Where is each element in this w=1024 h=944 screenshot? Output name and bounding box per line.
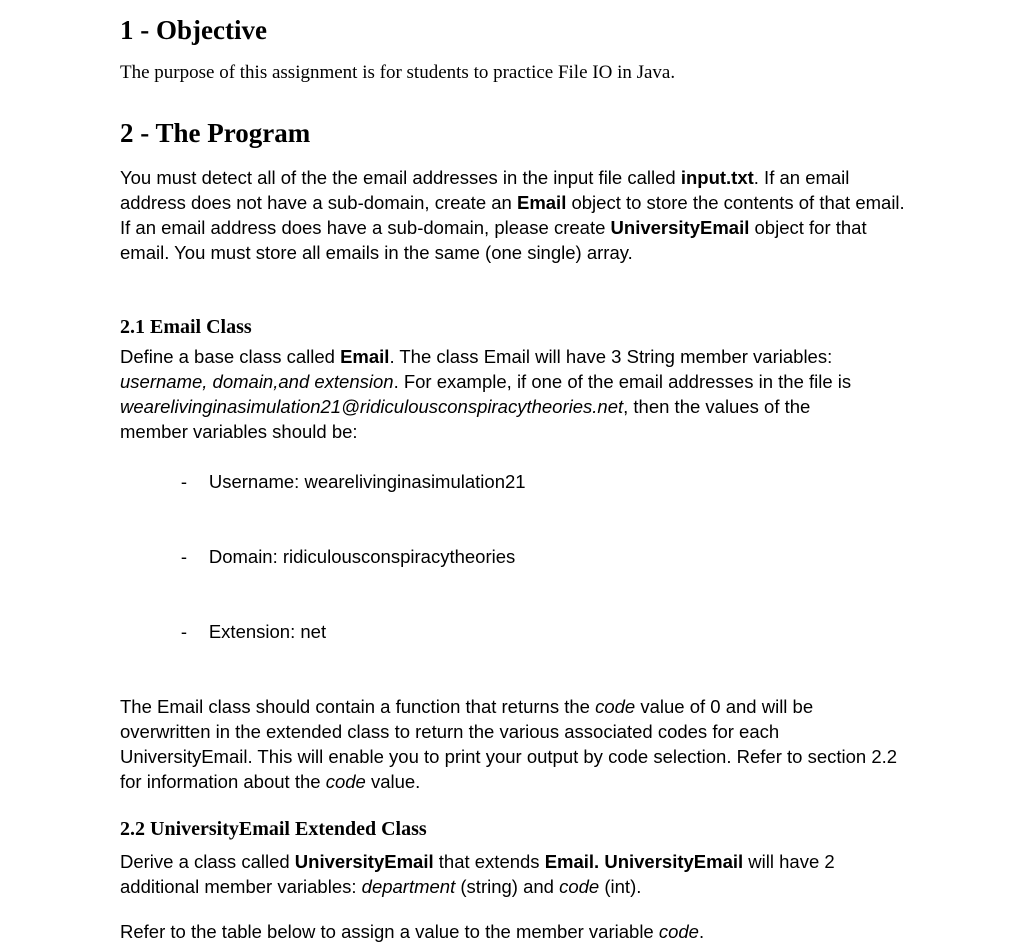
- text-segment: . For example, if one of the email addresses in the file is: [393, 371, 852, 392]
- text-segment: value of 0 and will be: [635, 696, 814, 717]
- text-segment: overwritten in the extended class to return the various associated codes for each: [120, 721, 780, 742]
- text-segment: member variables should be:: [120, 421, 358, 442]
- text-segment: . If an email: [753, 167, 850, 188]
- text-line: [120, 769, 920, 794]
- list-item-text: Username: wearelivinginasimulation21: [208, 471, 526, 492]
- objective-body-paragraph: The purpose of this assignment is for students to practice File IO in Java.: [120, 62, 676, 83]
- text-segment: (string) and: [455, 876, 560, 897]
- bullet-dash: -: [180, 471, 188, 492]
- text-line: [120, 694, 920, 719]
- text-segment: that extends: [433, 851, 545, 872]
- text-segment: wearelivinginasimulation21@ridiculousconspiracytheories.net: [120, 396, 624, 417]
- text-segment: object to store the contents of that email.: [566, 192, 905, 213]
- text-segment: Email: [516, 192, 567, 213]
- universityemail-description-paragraph: [120, 849, 920, 899]
- text-segment: department: [361, 876, 456, 897]
- list-item-text: Extension: net: [208, 621, 327, 642]
- text-segment: will have 2: [743, 851, 835, 872]
- text-line: [120, 190, 920, 215]
- bullet-dash: -: [180, 621, 188, 642]
- text-segment: Email: [340, 346, 390, 367]
- text-segment: If an email address does have a sub-domain, please create: [120, 217, 611, 238]
- text-segment: code: [595, 696, 636, 717]
- text-line: [120, 240, 920, 265]
- text-segment: Refer to the table below to assign a value to the member variable: [120, 921, 659, 942]
- text-segment: code: [658, 921, 699, 942]
- text-segment: email. You must store all emails in the same (one single) array.: [120, 242, 633, 263]
- text-line: [120, 215, 920, 240]
- subsection-heading-email-class: 2.1 Email Class: [120, 316, 252, 338]
- text-line: [120, 394, 920, 419]
- text-segment: UniversityEmail. This will enable you to print your output by code selection. Refer to section 2.2: [120, 746, 898, 767]
- text-segment: value.: [365, 771, 421, 792]
- text-segment: code: [325, 771, 366, 792]
- text-segment: You must detect all of the the email addresses in the input file called: [120, 167, 681, 188]
- text-segment: object for that: [749, 217, 867, 238]
- list-item: [120, 519, 920, 594]
- text-segment: code: [559, 876, 600, 897]
- section-heading-objective: 1 - Objective: [120, 15, 267, 45]
- text-segment: . The class Email will have 3 String member variables:: [389, 346, 833, 367]
- text-line: [120, 919, 920, 944]
- list-item: [120, 444, 920, 519]
- text-line: [120, 344, 920, 369]
- text-segment: input.txt: [680, 167, 754, 188]
- text-segment: The Email class should contain a function that returns the: [120, 696, 596, 717]
- text-segment: address does not have a sub-domain, create an: [120, 192, 517, 213]
- text-line: [120, 874, 920, 899]
- text-segment: username, domain,and extension: [120, 371, 394, 392]
- list-item: [120, 594, 920, 669]
- text-segment: .: [698, 921, 705, 942]
- text-segment: Derive a class called: [120, 851, 295, 872]
- email-code-function-paragraph: [120, 694, 920, 794]
- text-segment: UniversityEmail: [610, 217, 750, 238]
- section-heading-program: 2 - The Program: [120, 118, 311, 148]
- text-line: [120, 369, 920, 394]
- bullet-dash: -: [180, 546, 188, 567]
- text-segment: for information about the: [120, 771, 326, 792]
- text-segment: (int).: [599, 876, 642, 897]
- text-line: [120, 849, 920, 874]
- subsection-heading-universityemail-class: 2.2 UniversityEmail Extended Class: [120, 818, 427, 840]
- text-segment: UniversityEmail: [294, 851, 434, 872]
- text-line: [120, 165, 920, 190]
- email-class-description-paragraph: [120, 344, 920, 444]
- text-segment: Define a base class called: [120, 346, 341, 367]
- closing-paragraph: [120, 919, 920, 944]
- list-item-text: Domain: ridiculousconspiracytheories: [208, 546, 516, 567]
- program-intro-paragraph: [120, 165, 920, 265]
- text-line: [120, 744, 920, 769]
- member-values-list: [120, 444, 920, 669]
- text-segment: Email. UniversityEmail: [544, 851, 744, 872]
- text-line: [120, 419, 920, 444]
- text-line: [120, 719, 920, 744]
- text-segment: additional member variables:: [120, 876, 362, 897]
- text-segment: , then the values of the: [623, 396, 811, 417]
